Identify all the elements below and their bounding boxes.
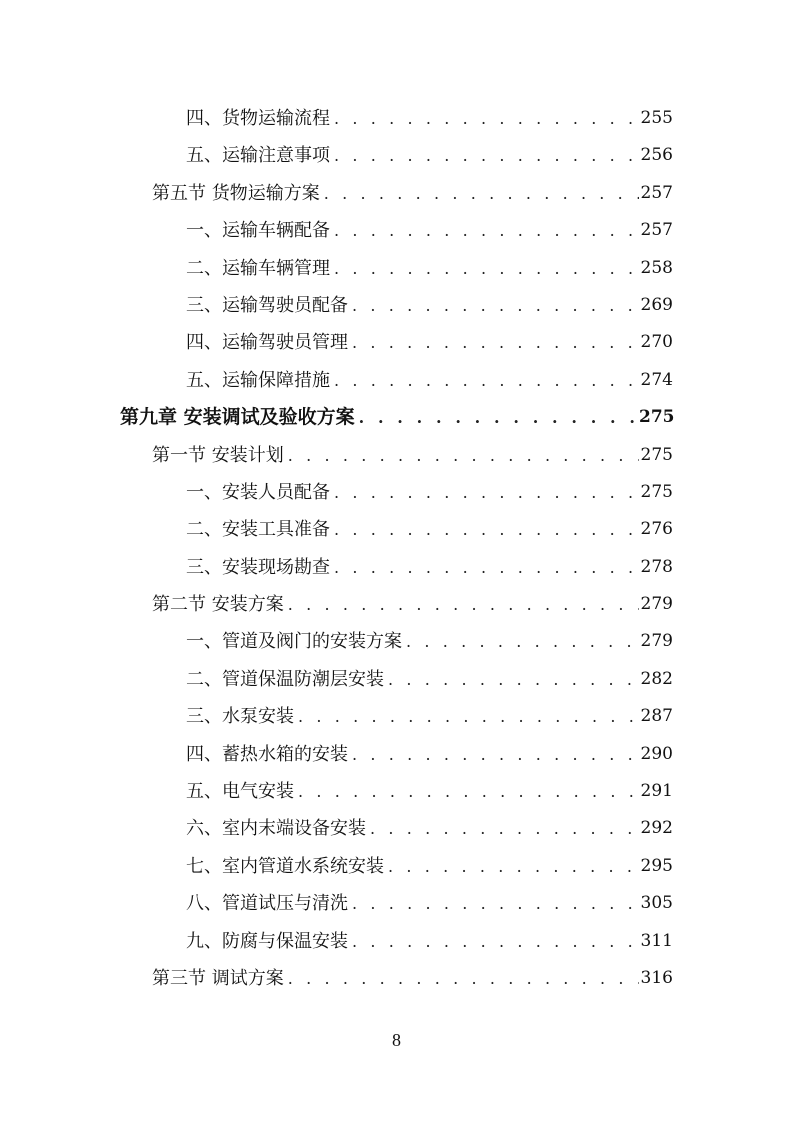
toc-entry-title: 一、管道及阀门的安装方案 bbox=[186, 631, 402, 653]
toc-entry[interactable] bbox=[0, 773, 793, 810]
dot-leader bbox=[352, 736, 639, 773]
toc-entry[interactable] bbox=[0, 810, 793, 847]
dot-leader bbox=[334, 474, 639, 511]
toc-entry-page: 278 bbox=[640, 556, 673, 577]
toc-entry-title: 五、电气安装 bbox=[186, 781, 294, 803]
toc-section[interactable] bbox=[0, 960, 793, 997]
toc-entry-page: 274 bbox=[640, 369, 673, 390]
page-number: 8 bbox=[392, 1030, 401, 1050]
dot-leader bbox=[298, 698, 639, 735]
toc-entry-title: 五、运输保障措施 bbox=[186, 369, 330, 391]
dot-leader bbox=[388, 848, 639, 885]
toc-entry[interactable] bbox=[0, 212, 793, 249]
toc-entry-page: 255 bbox=[640, 108, 673, 128]
toc-entry[interactable] bbox=[0, 287, 793, 324]
toc-entry-title: 第一节 安装计划 bbox=[152, 444, 284, 466]
dot-leader bbox=[334, 137, 639, 174]
toc-chapter-title: 第九章 安装调试及验收方案 bbox=[120, 406, 355, 429]
dot-leader bbox=[334, 511, 639, 548]
toc-entry-title: 一、安装人员配备 bbox=[186, 481, 330, 503]
dot-leader bbox=[288, 960, 639, 997]
dot-leader bbox=[334, 549, 639, 586]
dot-leader bbox=[388, 661, 639, 698]
toc-entry-page: 275 bbox=[640, 481, 673, 502]
dot-leader bbox=[370, 810, 639, 847]
toc-entry-page: 270 bbox=[640, 332, 673, 353]
toc-section[interactable] bbox=[0, 175, 793, 212]
toc-entry[interactable] bbox=[0, 623, 793, 660]
dot-leader bbox=[352, 324, 639, 361]
toc-entry[interactable] bbox=[0, 885, 793, 922]
dot-leader bbox=[298, 773, 639, 810]
dot-leader bbox=[324, 175, 639, 212]
dot-leader bbox=[288, 437, 639, 474]
toc-entry-page: 279 bbox=[640, 594, 673, 615]
table-of-contents bbox=[0, 100, 793, 997]
dot-leader bbox=[352, 885, 639, 922]
toc-entry[interactable] bbox=[0, 549, 793, 586]
toc-entry-title: 五、运输注意事项 bbox=[186, 145, 330, 167]
toc-entry-title: 三、水泵安装 bbox=[186, 706, 294, 728]
toc-entry[interactable] bbox=[0, 250, 793, 287]
toc-entry-page: 275 bbox=[639, 407, 675, 428]
dot-leader bbox=[334, 212, 639, 249]
toc-entry[interactable] bbox=[0, 362, 793, 399]
toc-entry[interactable] bbox=[0, 661, 793, 698]
toc-entry[interactable] bbox=[0, 511, 793, 548]
dot-leader bbox=[359, 399, 639, 436]
toc-entry-page: 276 bbox=[640, 519, 673, 540]
dot-leader bbox=[334, 100, 639, 137]
toc-entry-page: 257 bbox=[640, 182, 673, 203]
toc-entry-title: 七、室内管道水系统安装 bbox=[186, 855, 384, 877]
dot-leader bbox=[352, 287, 639, 324]
toc-entry-title: 一、运输车辆配备 bbox=[186, 220, 330, 242]
toc-entry-page: 269 bbox=[640, 294, 673, 315]
toc-entry-title: 四、运输驾驶员管理 bbox=[186, 332, 348, 354]
toc-entry-page: 257 bbox=[640, 220, 673, 241]
toc-entry-title: 三、安装现场勘查 bbox=[186, 556, 330, 578]
toc-entry-page: 282 bbox=[640, 668, 673, 689]
toc-entry-page: 275 bbox=[640, 444, 673, 465]
toc-entry-title: 六、室内末端设备安装 bbox=[186, 818, 366, 840]
dot-leader bbox=[334, 250, 639, 287]
toc-entry-page: 256 bbox=[640, 145, 673, 166]
toc-entry-title: 二、安装工具准备 bbox=[186, 519, 330, 541]
dot-leader bbox=[352, 923, 639, 960]
toc-entry[interactable] bbox=[0, 698, 793, 735]
dot-leader bbox=[334, 362, 639, 399]
toc-entry-page: 258 bbox=[640, 257, 673, 278]
toc-entry[interactable] bbox=[0, 848, 793, 885]
toc-entry-page: 290 bbox=[640, 743, 673, 764]
toc-entry-title: 四、蓄热水箱的安装 bbox=[186, 743, 348, 765]
toc-entry[interactable] bbox=[0, 100, 793, 137]
toc-entry-page: 292 bbox=[640, 818, 673, 839]
toc-entry-page: 279 bbox=[640, 631, 673, 652]
toc-entry-page: 311 bbox=[640, 930, 673, 951]
toc-section[interactable] bbox=[0, 586, 793, 623]
toc-entry-page: 295 bbox=[640, 855, 673, 876]
toc-entry-page: 287 bbox=[640, 706, 673, 727]
toc-entry-title: 二、管道保温防潮层安装 bbox=[186, 668, 384, 690]
toc-entry[interactable] bbox=[0, 324, 793, 361]
toc-section[interactable] bbox=[0, 437, 793, 474]
toc-entry-title: 第二节 安装方案 bbox=[152, 594, 284, 616]
toc-entry-title: 四、货物运输流程 bbox=[186, 108, 330, 129]
toc-chapter[interactable] bbox=[0, 399, 793, 436]
toc-entry-title: 二、运输车辆管理 bbox=[186, 257, 330, 279]
toc-entry-title: 第五节 货物运输方案 bbox=[152, 182, 320, 204]
toc-entry-title: 三、运输驾驶员配备 bbox=[186, 294, 348, 316]
toc-entry[interactable] bbox=[0, 137, 793, 174]
toc-entry-page: 291 bbox=[640, 781, 673, 802]
toc-entry-page: 316 bbox=[640, 967, 673, 988]
toc-entry-title: 九、防腐与保温安装 bbox=[186, 930, 348, 952]
toc-entry[interactable] bbox=[0, 736, 793, 773]
toc-entry-title: 第三节 调试方案 bbox=[152, 967, 284, 989]
dot-leader bbox=[288, 586, 639, 623]
toc-entry-title: 八、管道试压与清洗 bbox=[186, 893, 348, 915]
toc-entry-page: 305 bbox=[640, 893, 673, 914]
toc-entry[interactable] bbox=[0, 923, 793, 960]
dot-leader bbox=[406, 623, 639, 660]
toc-entry[interactable] bbox=[0, 474, 793, 511]
